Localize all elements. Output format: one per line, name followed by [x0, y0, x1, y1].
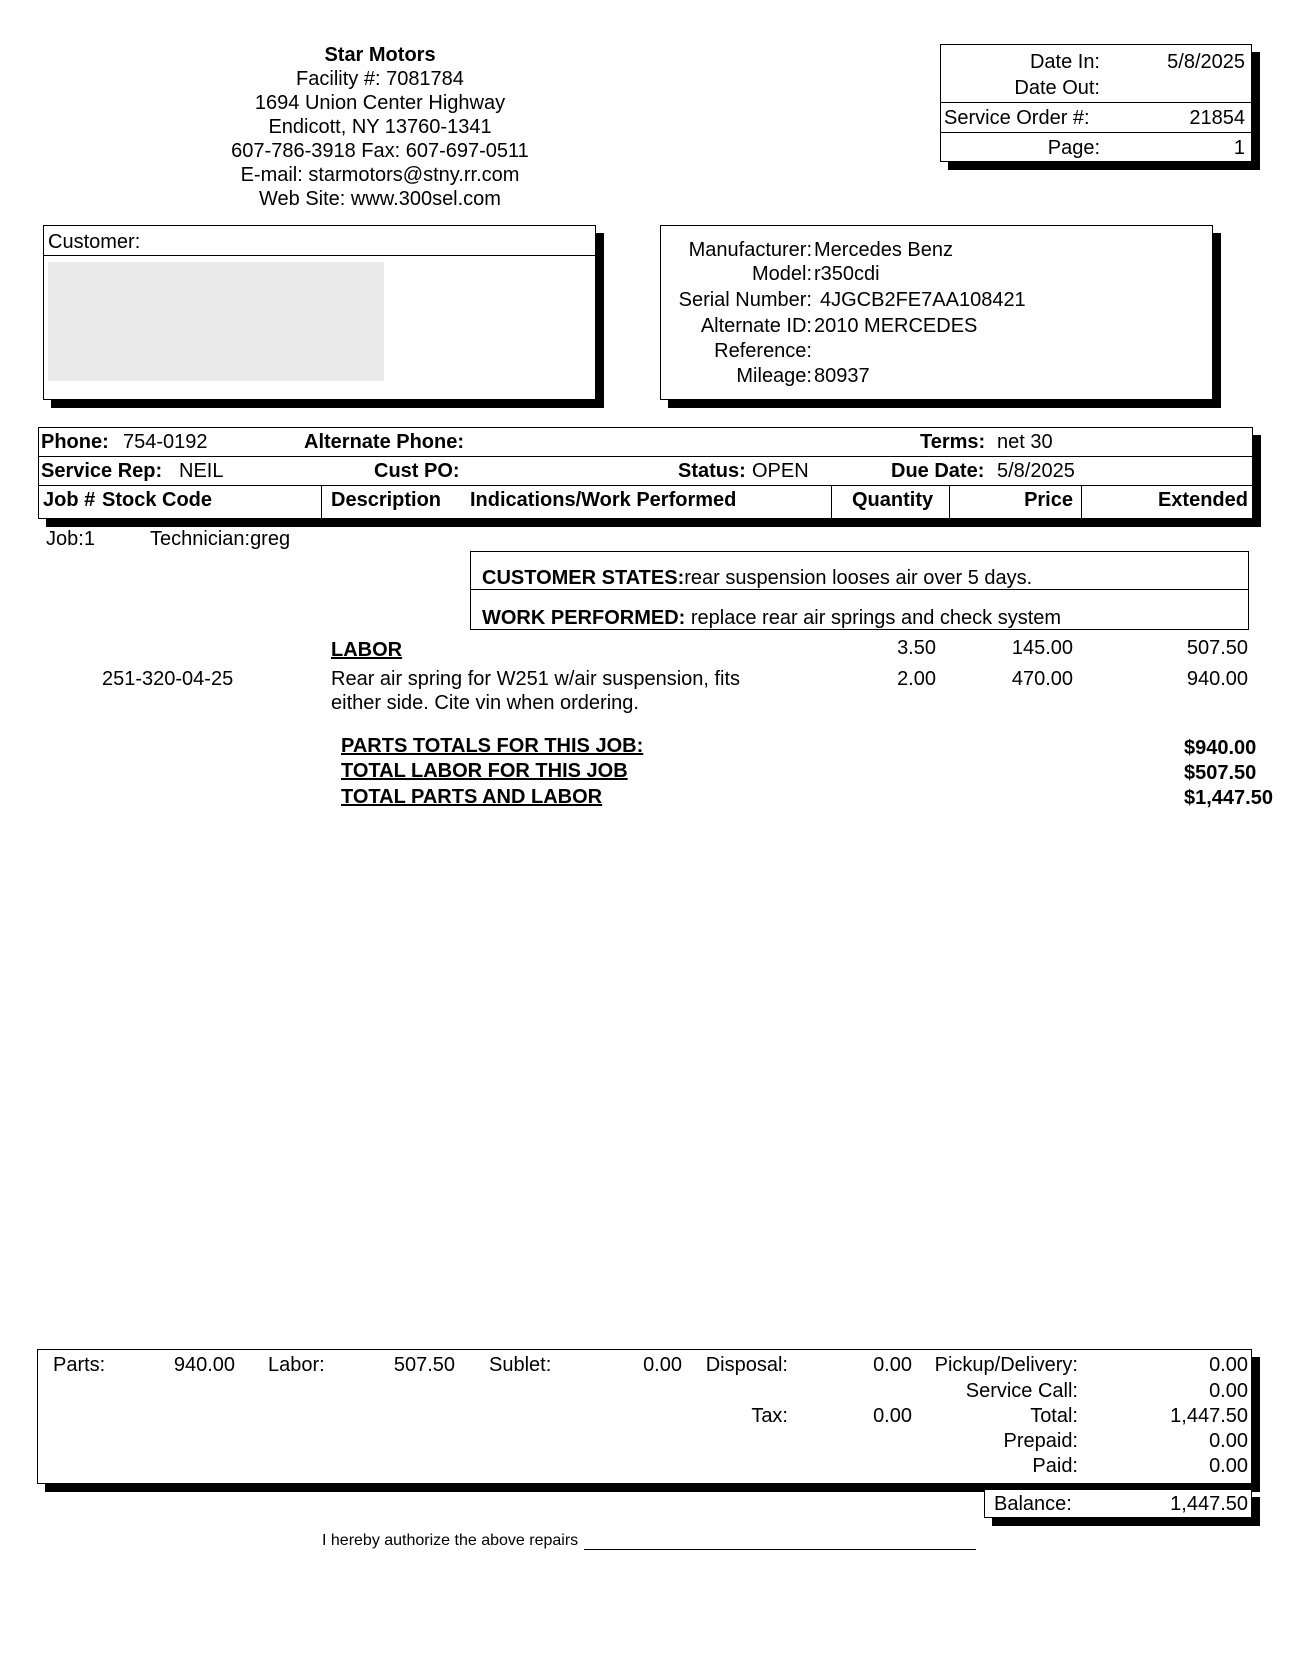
labor-total-label: TOTAL LABOR FOR THIS JOB [341, 760, 628, 782]
status-value: OPEN [752, 460, 809, 482]
email: E-mail: starmotors@stny.rr.com [240, 164, 520, 186]
divider [940, 132, 1252, 133]
mileage-value: 80937 [814, 365, 870, 387]
date-in-value: 5/8/2025 [1167, 51, 1245, 73]
work-performed-label: WORK PERFORMED: [482, 607, 686, 629]
job-label [46, 527, 95, 551]
sublet-label: Sublet: [489, 1354, 552, 1376]
column-extended: Extended [1157, 489, 1248, 511]
column-description: Description [331, 489, 442, 511]
labor-total-value: $507.50 [1184, 762, 1257, 784]
serial-label: Serial Number: [678, 289, 812, 311]
alternate-phone-label: Alternate Phone: [304, 431, 465, 453]
divider [940, 102, 1252, 103]
alternate-id-label: Alternate ID: [700, 315, 812, 337]
reference-label: Reference: [714, 340, 812, 362]
total-value: 1,447.50 [1170, 1405, 1248, 1427]
prepaid-value: 0.00 [1209, 1430, 1248, 1452]
mileage-label: Mileage: [736, 365, 812, 387]
column-stock-code: Stock Code [102, 489, 213, 511]
technician-name: greg [250, 528, 291, 550]
customer-states-text: rear suspension looses air over 5 days. [684, 567, 1033, 589]
service-order-label: Service Order #: [944, 107, 1090, 129]
due-date-value: 5/8/2025 [997, 460, 1075, 482]
alternate-id-value: 2010 MERCEDES [814, 315, 978, 337]
balance-value: 1,447.50 [1170, 1493, 1248, 1515]
work-performed [482, 606, 1061, 630]
authorization-text: I hereby authorize the above repairs [322, 1532, 579, 1549]
company-name: Star Motors [324, 44, 436, 66]
service-rep-value: NEIL [179, 460, 224, 482]
service-call-value: 0.00 [1209, 1380, 1248, 1402]
terms-label: Terms: [920, 431, 986, 453]
paid-value: 0.00 [1209, 1455, 1248, 1477]
serial-value: 4JGCB2FE7AA108421 [820, 289, 1026, 311]
parts-value: 940.00 [173, 1354, 235, 1376]
date-in-label: Date In: [1029, 51, 1100, 73]
prepaid-label: Prepaid: [1003, 1430, 1078, 1452]
divider [1081, 485, 1082, 518]
signature-line[interactable] [584, 1549, 976, 1550]
technician-label: Technician: [150, 528, 251, 550]
divider [831, 485, 832, 518]
line-price: 145.00 [1011, 637, 1073, 659]
line-description: Rear air spring for W251 w/air suspension, fits [331, 668, 741, 690]
phone-fax: 607-786-3918 Fax: 607-697-0511 [231, 140, 529, 162]
paid-label: Paid: [1032, 1455, 1078, 1477]
address-line-1: 1694 Union Center Highway [254, 92, 506, 114]
customer-states-label: CUSTOMER STATES: [482, 567, 685, 589]
facility-number: Facility #: 7081784 [296, 68, 464, 90]
line-quantity: 2.00 [897, 668, 936, 690]
customer-label: Customer: [48, 231, 141, 253]
parts-total-label: PARTS TOTALS FOR THIS JOB: [341, 735, 644, 757]
phone-label: Phone: [41, 431, 109, 453]
total-parts-labor-value: $1,447.50 [1184, 787, 1273, 809]
technician [150, 527, 290, 551]
sublet-value: 0.00 [643, 1354, 682, 1376]
divider [38, 485, 1253, 486]
parts-label: Parts: [53, 1354, 106, 1376]
disposal-label: Disposal: [705, 1354, 788, 1376]
line-extended: 507.50 [1186, 637, 1248, 659]
divider [949, 485, 950, 518]
service-order-value: 21854 [1189, 107, 1245, 129]
tax-label: Tax: [751, 1405, 788, 1427]
manufacturer-label: Manufacturer: [688, 239, 812, 261]
line-quantity: 3.50 [897, 637, 936, 659]
column-job: Job # [43, 489, 96, 511]
total-parts-labor-label: TOTAL PARTS AND LABOR [341, 786, 603, 808]
labor-value: 507.50 [393, 1354, 455, 1376]
column-price: Price [1024, 489, 1073, 511]
parts-total-value: $940.00 [1184, 737, 1257, 759]
customer-states [482, 566, 1032, 590]
page-label: Page: [1047, 137, 1100, 159]
work-performed-text: replace rear air springs and check system [690, 607, 1062, 629]
job-label-text: Job: [46, 528, 84, 550]
pickup-delivery-label: Pickup/Delivery: [934, 1354, 1078, 1376]
divider [38, 456, 1253, 457]
column-indications: Indications/Work Performed [470, 489, 737, 511]
disposal-value: 0.00 [873, 1354, 912, 1376]
service-rep-label: Service Rep: [41, 460, 163, 482]
phone-value: 754-0192 [123, 431, 208, 453]
redacted-customer-info [48, 262, 384, 381]
service-call-label: Service Call: [965, 1380, 1078, 1402]
divider [321, 485, 322, 518]
date-out-label: Date Out: [1014, 77, 1100, 99]
tax-value: 0.00 [873, 1405, 912, 1427]
due-date-label: Due Date: [891, 460, 985, 482]
line-price: 470.00 [1011, 668, 1073, 690]
manufacturer-value: Mercedes Benz [814, 239, 953, 261]
line-description-continued: either side. Cite vin when ordering. [331, 692, 639, 714]
job-number: 1 [83, 528, 95, 550]
cust-po-label: Cust PO: [374, 460, 460, 482]
total-label: Total: [1030, 1405, 1078, 1427]
model-label: Model: [751, 263, 812, 285]
divider [43, 255, 596, 256]
line-extended: 940.00 [1186, 668, 1248, 690]
page-value: 1 [1233, 137, 1245, 159]
model-value: r350cdi [814, 263, 880, 285]
labor-label: Labor: [268, 1354, 325, 1376]
line-stock-code: 251-320-04-25 [102, 668, 234, 690]
balance-label: Balance: [994, 1493, 1072, 1515]
terms-value: net 30 [997, 431, 1053, 453]
column-quantity: Quantity [852, 489, 934, 511]
website: Web Site: www.300sel.com [259, 188, 501, 210]
line-description: LABOR [331, 639, 403, 661]
pickup-delivery-value: 0.00 [1209, 1354, 1248, 1376]
status-label: Status: [678, 460, 746, 482]
address-line-2: Endicott, NY 13760-1341 [268, 116, 492, 138]
